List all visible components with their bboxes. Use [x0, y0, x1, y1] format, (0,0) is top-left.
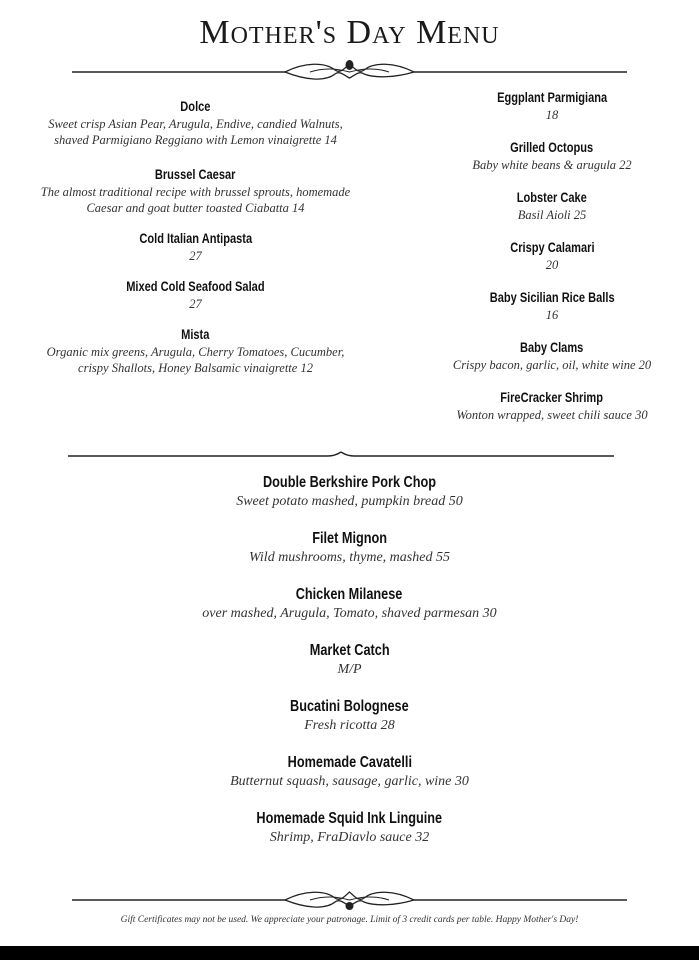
dish-description: Crispy bacon, garlic, oil, white wine 20 — [452, 358, 652, 372]
main-menu-item — [0, 752, 699, 791]
dish-description: 18 — [545, 108, 559, 122]
dish-name: Mixed Cold Seafood Salad — [126, 279, 265, 294]
right-menu-item — [412, 139, 692, 173]
bottom-bar — [0, 946, 699, 960]
main-menu-item — [0, 584, 699, 623]
dish-description: Organic mix greens, Arugula, Cherry Tomatoes, Cucumber, crispy Shallots, Honey Balsamic vinaigrette 12 — [46, 345, 345, 375]
right-menu-item — [412, 189, 692, 223]
main-menu-item — [0, 640, 699, 679]
dish-description: over mashed, Arugula, Tomato, shaved parmesan 30 — [202, 606, 497, 621]
right-column — [412, 89, 692, 439]
dish-name: Brussel Caesar — [155, 167, 236, 182]
menu-title: Mother's Day Menu — [199, 14, 500, 51]
dish-name: Baby Clams — [520, 340, 584, 355]
dish-description: 16 — [545, 308, 559, 322]
main-menu-item — [0, 528, 699, 567]
dish-description: Butternut squash, sausage, garlic, wine 30 — [230, 774, 469, 789]
main-column — [0, 472, 699, 864]
dish-name: Lobster Cake — [516, 190, 588, 205]
left-menu-item — [8, 98, 383, 148]
left-menu-item — [8, 166, 383, 216]
bottom-ornament-divider — [70, 888, 629, 912]
dish-description: Baby white beans & arugula 22 — [472, 158, 632, 172]
dish-name: Market Catch — [309, 642, 390, 659]
left-menu-item — [8, 326, 383, 376]
dish-description: Fresh ricotta 28 — [304, 718, 395, 733]
main-menu-item — [0, 696, 699, 735]
dish-description: Sweet crisp Asian Pear, Arugula, Endive, candied Walnuts, shaved Parmigiano Reggiano with Lemon vinaigrette 14 — [48, 117, 343, 147]
dish-name: Baby Sicilian Rice Balls — [489, 290, 615, 305]
dish-description: Sweet potato mashed, pumpkin bread 50 — [236, 494, 463, 509]
footer-note: Gift Certificates may not be used. We appreciate your patronage. Limit of 3 credit cards per table. Happy Mother's Day! — [120, 915, 579, 925]
dish-name: Bucatini Bolognese — [290, 698, 409, 715]
dish-description: Wonton wrapped, sweet chili sauce 30 — [456, 408, 648, 422]
dish-name: Cold Italian Antipasta — [139, 231, 252, 246]
dish-description: M/P — [337, 662, 362, 677]
dish-description: Wild mushrooms, thyme, mashed 55 — [249, 550, 450, 565]
main-menu-item — [0, 472, 699, 511]
right-menu-item — [412, 289, 692, 323]
dish-description: 27 — [189, 297, 202, 311]
dish-name: Crispy Calamari — [509, 240, 595, 255]
right-menu-item — [412, 339, 692, 373]
dish-name: Filet Mignon — [312, 530, 387, 547]
left-menu-item — [8, 230, 383, 264]
top-ornament-divider — [70, 58, 629, 82]
left-menu-item — [8, 278, 383, 312]
dish-description: 27 — [189, 249, 202, 263]
main-menu-item — [0, 808, 699, 847]
dish-name: Double Berkshire Pork Chop — [262, 474, 437, 491]
dish-name: Chicken Milanese — [296, 586, 403, 603]
dish-description: The almost traditional recipe with brussel sprouts, homemade Caesar and goat butter toasted Ciabatta 14 — [40, 185, 351, 215]
left-column — [8, 98, 383, 376]
right-menu-item — [412, 239, 692, 273]
dish-description: Basil Aioli 25 — [517, 208, 587, 222]
middle-divider — [66, 449, 616, 463]
dish-name: FireCracker Shrimp — [500, 390, 604, 405]
right-menu-item — [412, 389, 692, 423]
dish-name: Homemade Cavatelli — [287, 754, 412, 771]
dish-name: Eggplant Parmigiana — [496, 90, 608, 105]
dish-name: Grilled Octopus — [510, 140, 594, 155]
dish-name: Dolce — [180, 99, 211, 114]
dish-name: Mista — [181, 327, 210, 342]
dish-description: Shrimp, FraDiavlo sauce 32 — [269, 830, 430, 845]
dish-description: 20 — [545, 258, 559, 272]
right-menu-item — [412, 89, 692, 123]
dish-name: Homemade Squid Ink Linguine — [256, 810, 443, 827]
